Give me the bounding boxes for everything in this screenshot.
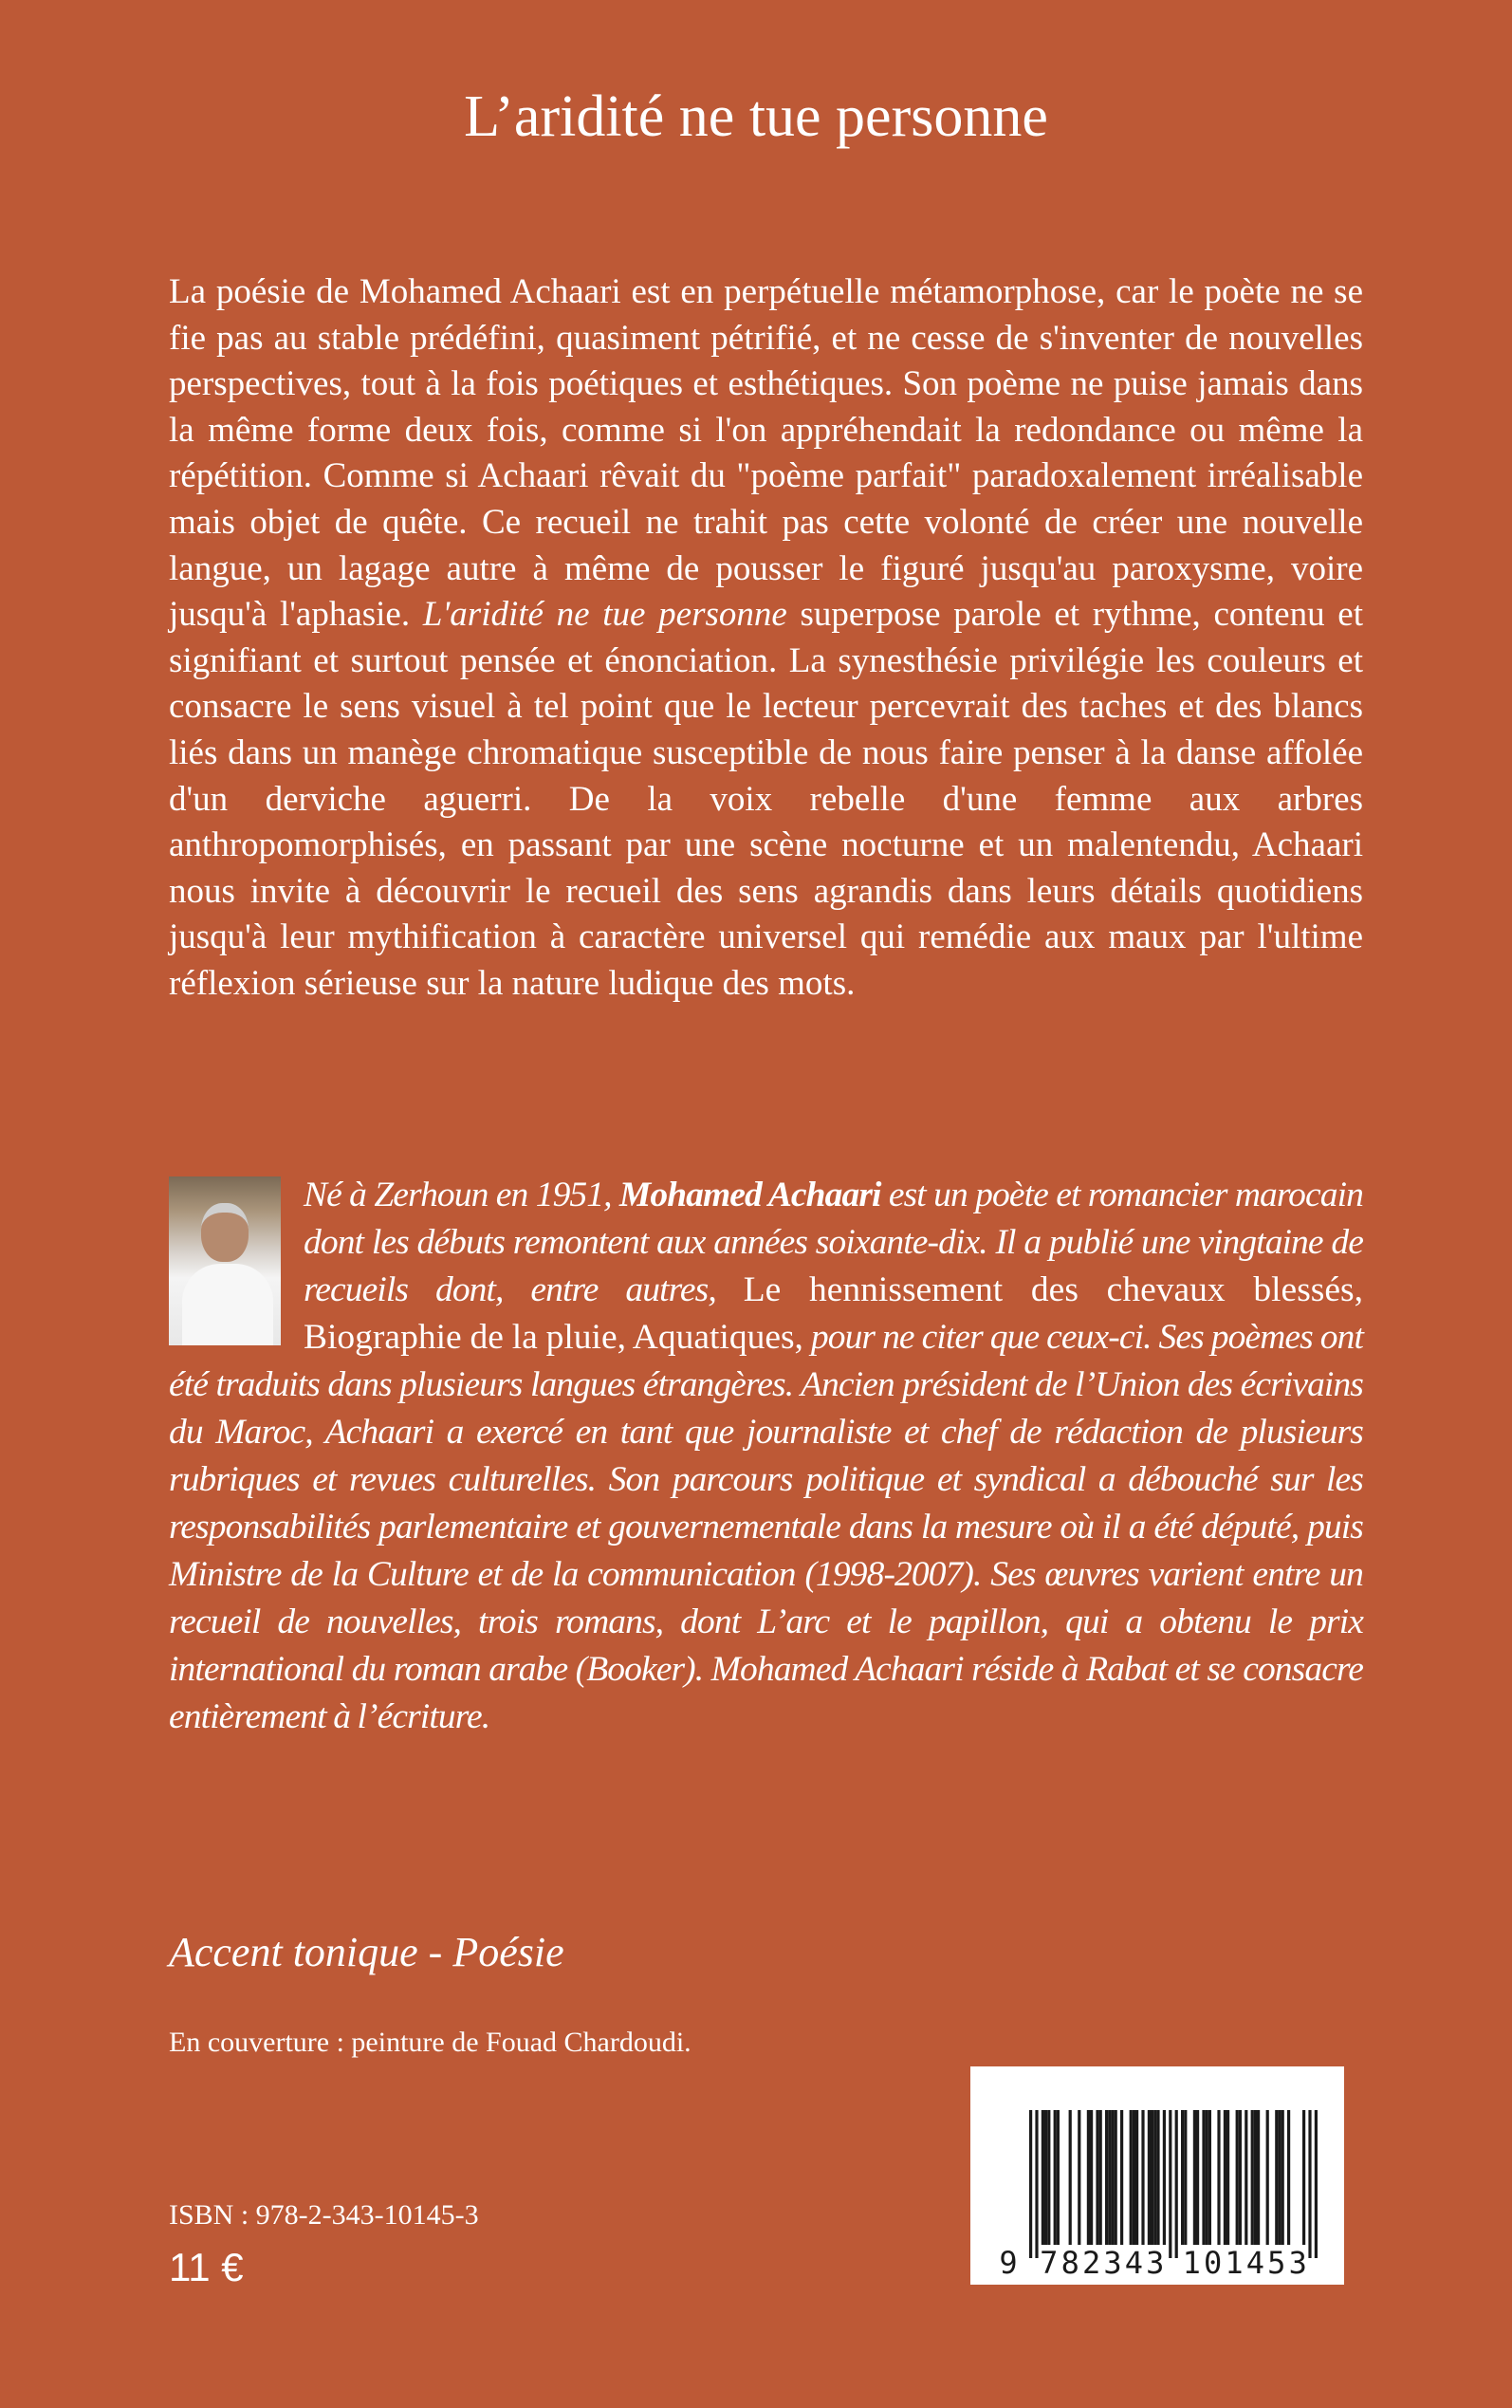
barcode-digit: 7 <box>1040 2245 1059 2281</box>
bio-text: Né à Zerhoun en 1951, <box>304 1176 619 1214</box>
barcode-bar <box>1302 2110 1305 2245</box>
summary-part: superpose parole et rythme, contenu et signifiant et surtout pensée et énonciation. La synesthésie privilégie les couleurs et consacre le sens visuel à tel point que le lecteur percevrait des taches et des blancs liés dans un manège chromatique susceptible de nous faire penser à la danse affolée d'un derviche aguerri. De la voix rebelle d'une femme aux arbres anthropomorphisés, en passant par une scène nocturne et un malentendu, Achaari nous invite à découvrir le recueil des sens agrandis dans leurs détails quotidiens jusqu'à leur mythification à caractère universel qui remédie aux maux par l'ultime réflexion sérieuse sur la nature ludique des mots. <box>169 595 1363 1003</box>
barcode-digit: 1 <box>1225 2245 1244 2281</box>
bio-text: est un poète et romancier marocain dont les débuts remontent aux années soixante-dix. Il a publié une vingtaine de recueils dont, entre autres, <box>304 1176 1363 1309</box>
barcode-digit: 4 <box>1124 2245 1144 2281</box>
barcode-bar <box>1108 2110 1111 2245</box>
bio-works: Le hennissement des chevaux blessés, Biographie de la pluie, Aquatiques, <box>304 1270 1363 1357</box>
barcode-digit: 1 <box>1182 2245 1201 2281</box>
barcode-bar <box>1175 2110 1178 2258</box>
barcode-bar <box>1196 2110 1199 2245</box>
barcode-bar <box>1206 2110 1208 2245</box>
barcode-bar <box>1054 2110 1057 2245</box>
barcode-bar <box>1069 2110 1072 2245</box>
barcode-bar <box>1202 2110 1205 2245</box>
barcode-bar <box>1148 2110 1151 2245</box>
barcode-digit: 4 <box>1245 2245 1265 2281</box>
barcode-bar <box>1315 2110 1318 2258</box>
barcode-bar <box>1266 2110 1269 2245</box>
barcode-bar <box>1135 2110 1138 2245</box>
barcode-bar <box>1099 2110 1102 2245</box>
book-title: L’aridité ne tue personne <box>464 84 1048 149</box>
barcode-bar <box>1278 2110 1281 2245</box>
barcode-bar <box>1251 2110 1254 2245</box>
barcode-digit: 3 <box>1146 2245 1165 2281</box>
barcode-bar <box>1042 2110 1044 2245</box>
barcode-bar <box>1193 2110 1196 2245</box>
barcode-bar <box>1115 2110 1117 2245</box>
barcode-digit: 9 <box>999 2245 1018 2281</box>
author-photo <box>169 1176 281 1345</box>
barcode-bar <box>1163 2110 1166 2245</box>
series-name: Accent tonique - Poésie <box>169 1929 564 1975</box>
barcode-bar <box>1151 2110 1153 2245</box>
barcode-bar <box>1169 2110 1171 2258</box>
barcode-graphic <box>970 2066 1344 2285</box>
summary-text <box>169 269 1363 1008</box>
barcode <box>970 2066 1344 2285</box>
barcode-bar <box>1087 2110 1090 2245</box>
barcode-bar <box>1090 2110 1093 2245</box>
barcode-digit: 0 <box>1203 2245 1223 2281</box>
barcode-digit: 3 <box>1103 2245 1122 2281</box>
barcode-bar <box>1226 2110 1229 2245</box>
barcode-bar <box>1239 2110 1242 2245</box>
barcode-digit: 2 <box>1081 2245 1101 2281</box>
author-name: Mohamed Achaari <box>618 1176 881 1214</box>
bio-text: pour ne citer que ceux-ci. Ses poèmes ont été traduits dans plusieurs langues étrangères. Ancien président de l’Union des écrivains du Maroc, Achaari a exercé en tant que journaliste et chef de rédaction de plusieurs rubriques et revues culturelles. Son parcours politique et syndical a débouché sur les responsabilités parlementaire et gouvernementale dans la mesure où il a été député, puis Ministre de la Culture et de la communication (1998-2007). Ses œuvres varient entre un recueil de nouvelles, trois romans, dont L’arc et le papillon, qui a obtenu le prix international du roman arabe (Booker). Mohamed Achaari réside à Rabat et se consacre entièrement à l’écriture. <box>169 1318 1363 1736</box>
barcode-bar <box>1029 2110 1032 2258</box>
isbn: ISBN : 978-2-343-10145-3 <box>169 2199 479 2231</box>
barcode-bar <box>1035 2110 1038 2258</box>
barcode-bar <box>1236 2110 1239 2245</box>
barcode-bar <box>1057 2110 1060 2245</box>
barcode-digit: 3 <box>1288 2245 1307 2281</box>
barcode-bar <box>1257 2110 1260 2245</box>
barcode-bar <box>1217 2110 1220 2245</box>
barcode-bar <box>1133 2110 1135 2245</box>
barcode-bar <box>1254 2110 1257 2245</box>
barcode-bar <box>1181 2110 1184 2245</box>
barcode-digit: 8 <box>1060 2245 1079 2281</box>
barcode-bar <box>1120 2110 1123 2245</box>
barcode-bar <box>1047 2110 1050 2245</box>
barcode-bar <box>1044 2110 1047 2245</box>
barcode-bar <box>1245 2110 1247 2245</box>
barcode-bar <box>1130 2110 1133 2245</box>
barcode-bar <box>1184 2110 1187 2245</box>
price: 11 € <box>169 2245 244 2289</box>
barcode-bar <box>1308 2110 1311 2258</box>
summary-part: La poésie de Mohamed Achaari est en perpétuelle métamorphose, car le poète ne se fie pas au stable prédéfini, quasiment pétrifié, et ne cesse de s'inventer de nouvelles perspectives, tout à la fois poétiques et esthétiques. Son poème ne puise jamais dans la même forme deux fois, comme si l'on appréhendait la redondance ou même la répétition. Comme si Achaari rêvait du "poème parfait" paradoxalement irréalisable mais objet de quête. Ce recueil ne trahit pas cette volonté de créer une nouvelle langue, un lagage autre à même de pousser le figuré jusqu'au paroxysme, voire jusqu'à l'aphasie. <box>169 272 1363 635</box>
barcode-bar <box>1153 2110 1156 2245</box>
barcode-bar <box>1111 2110 1114 2245</box>
barcode-bar <box>1105 2110 1108 2245</box>
summary-book-title: L'aridité ne tue personne <box>422 595 787 635</box>
barcode-bar <box>1224 2110 1226 2245</box>
barcode-bar <box>1282 2110 1284 2245</box>
barcode-bar <box>1156 2110 1159 2245</box>
barcode-digit: 5 <box>1267 2245 1286 2281</box>
barcode-bar <box>1287 2110 1290 2245</box>
barcode-bar <box>1078 2110 1080 2245</box>
barcode-bar <box>1141 2110 1144 2245</box>
barcode-bar <box>1275 2110 1278 2245</box>
barcode-bar <box>1208 2110 1211 2245</box>
author-bio <box>169 1172 1363 1741</box>
barcode-bar <box>1096 2110 1098 2245</box>
cover-credit: En couverture : peinture de Fouad Chardoudi. <box>169 2027 691 2058</box>
